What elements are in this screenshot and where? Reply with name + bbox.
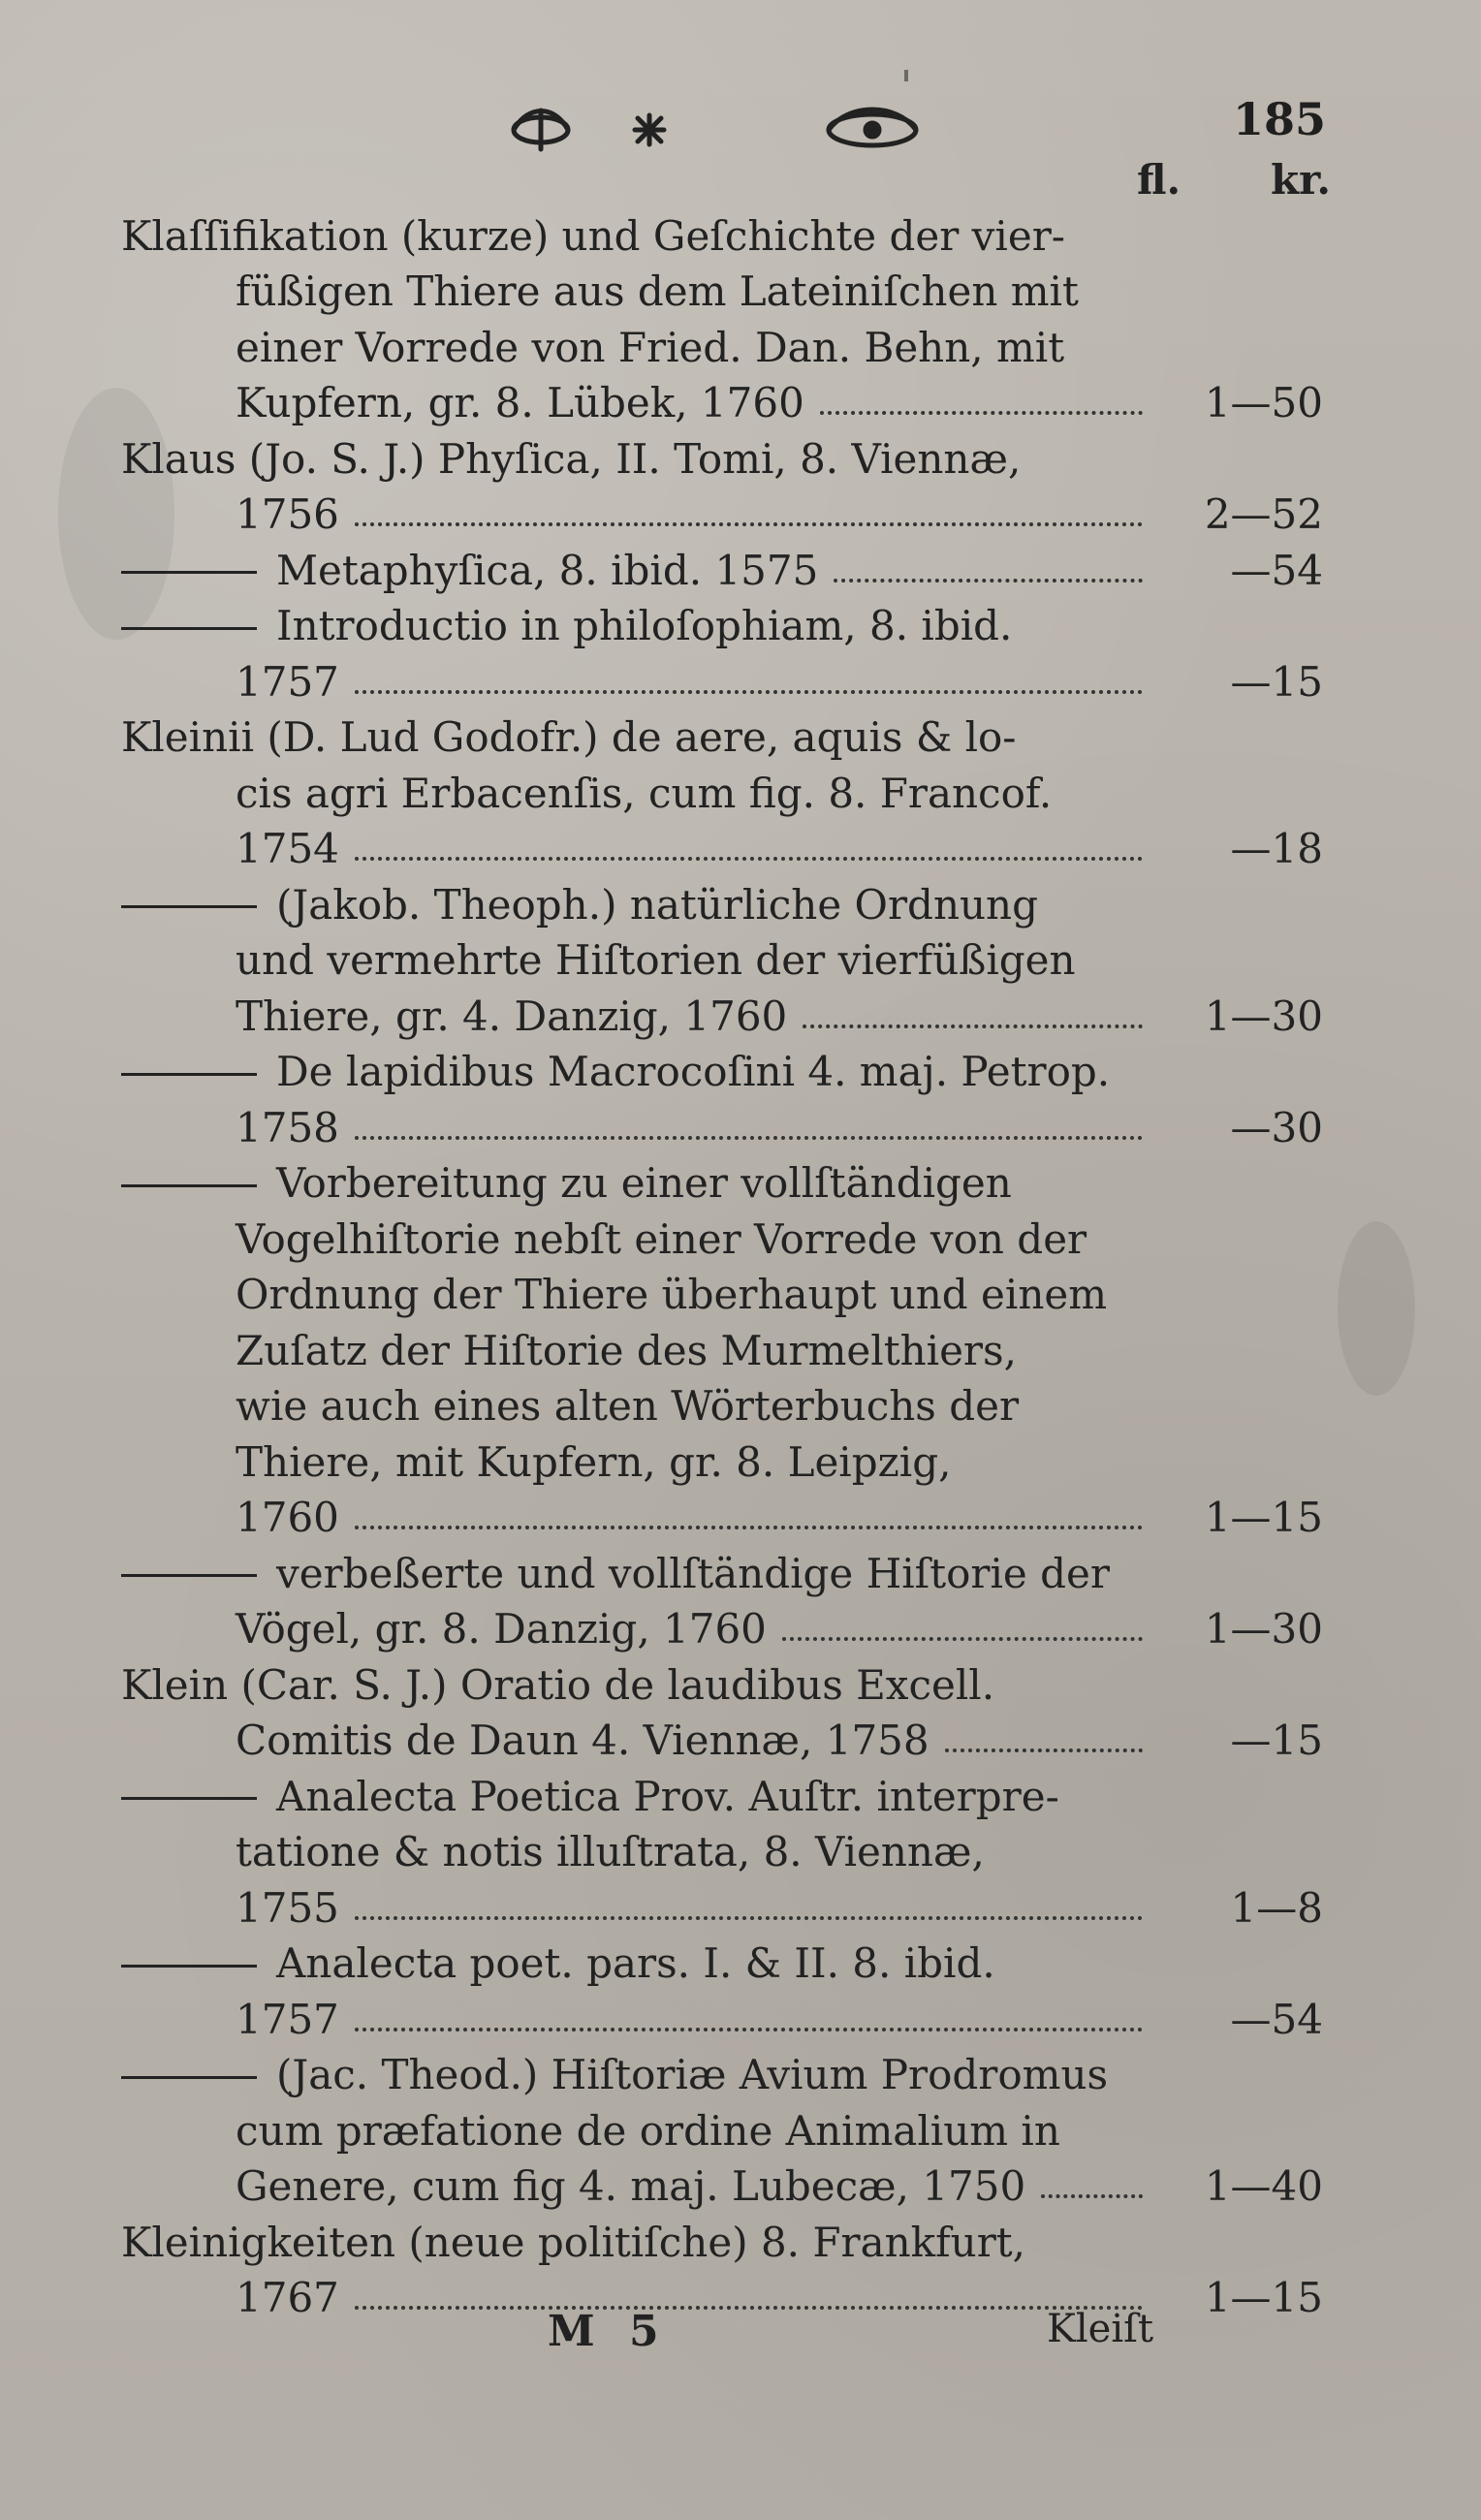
catalog-text: cis agri Erbacenſis, cum fig. 8. Francof. xyxy=(236,769,1053,817)
catalog-line xyxy=(121,877,1323,933)
catalog-text: Zuſatz der Hiſtorie des Murmelthiers, xyxy=(236,1326,1017,1374)
catalog-line xyxy=(121,2103,1323,2159)
catalog-text: Kleinii (D. Lud Godofr.) de aere, aquis & lo- xyxy=(121,713,1017,762)
catalog-text: 1755 xyxy=(236,1883,339,1932)
catalog-line xyxy=(121,1212,1323,1268)
catalog-text: Vogelhiſtorie nebſt einer Vorrede von der xyxy=(236,1214,1087,1263)
catalog-line xyxy=(121,710,1323,767)
catalog-line xyxy=(121,1769,1323,1825)
catalog-line xyxy=(121,2048,1323,2104)
price: —54 xyxy=(1230,1995,1323,2043)
catalog-line xyxy=(121,1491,1323,1547)
leader-dots xyxy=(355,2028,1143,2032)
price: 2—52 xyxy=(1204,490,1323,539)
price: —18 xyxy=(1230,825,1323,873)
catalog-line xyxy=(121,1156,1323,1213)
price: 1—15 xyxy=(1204,2274,1323,2322)
catalog-line xyxy=(121,1323,1323,1379)
leader-dots xyxy=(355,690,1143,694)
catalog-text: Klein (Car. S. J.) Oratio de laudibus Excell. xyxy=(121,1660,995,1709)
ditto-dash xyxy=(121,1965,257,1968)
price: —54 xyxy=(1230,546,1323,594)
price: 1—30 xyxy=(1204,1605,1323,1654)
leader-dots xyxy=(1041,2194,1143,2198)
catalog-content xyxy=(121,208,1323,2326)
price: —15 xyxy=(1230,657,1323,706)
leader-dots xyxy=(834,579,1143,583)
catalog-text: tatione & notis illuſtrata, 8. Viennæ, xyxy=(236,1828,985,1876)
catalog-text: Analecta Poetica Prov. Auſtr. interpre- xyxy=(276,1772,1059,1820)
price: 1—30 xyxy=(1204,992,1323,1040)
price: —30 xyxy=(1230,1103,1323,1151)
catalog-text: Thiere, gr. 4. Danzig, 1760 xyxy=(236,992,788,1040)
catalog-line xyxy=(121,654,1323,710)
catalog-line xyxy=(121,1546,1323,1602)
catalog-text: Introductio in philoſophiam, 8. ibid. xyxy=(276,602,1013,650)
catalog-line xyxy=(121,1268,1323,1324)
catalog-line xyxy=(121,1045,1323,1101)
price: 1—8 xyxy=(1230,1883,1323,1932)
catalog-line xyxy=(121,2159,1323,2216)
leader-dots xyxy=(355,522,1143,526)
leader-dots xyxy=(355,1526,1143,1529)
catalog-text: De lapidibus Macrocoſini 4. maj. Petrop. xyxy=(276,1048,1111,1096)
price: 1—50 xyxy=(1204,379,1323,427)
catalog-line xyxy=(121,766,1323,822)
catalog-line xyxy=(121,1825,1323,1881)
catalog-line xyxy=(121,1937,1323,1993)
catalog-line xyxy=(121,376,1323,432)
catalog-text: Vorbereitung zu einer vollſtändigen xyxy=(276,1159,1012,1208)
ditto-dash xyxy=(121,1797,257,1800)
price: 1—40 xyxy=(1204,2162,1323,2211)
catalog-text: füßigen Thiere aus dem Lateiniſchen mit xyxy=(236,268,1079,316)
ditto-dash xyxy=(121,571,257,574)
catalog-text: Ordnung der Thiere überhaupt und einem xyxy=(236,1271,1108,1319)
catalog-line xyxy=(121,488,1323,544)
top-ink-mark xyxy=(904,70,908,81)
catalog-line xyxy=(121,265,1323,321)
catalog-text: Metaphyſica, 8. ibid. 1575 xyxy=(276,546,819,594)
catchword: Kleiſt xyxy=(1047,2307,1154,2351)
catalog-text: wie auch eines alten Wörterbuchs der xyxy=(236,1382,1020,1431)
catalog-line xyxy=(121,1100,1323,1156)
catalog-text: Analecta poet. pars. I. & II. 8. ibid. xyxy=(276,1939,995,1988)
catalog-line xyxy=(121,989,1323,1045)
page-number: 185 xyxy=(1232,93,1326,145)
catalog-text: Genere, cum fig 4. maj. Lubecæ, 1750 xyxy=(236,2162,1026,2211)
leader-dots xyxy=(355,1916,1143,1920)
catalog-line xyxy=(121,320,1323,376)
catalog-text: 1757 xyxy=(236,1995,339,2043)
ditto-dash xyxy=(121,1073,257,1076)
catalog-text: Comitis de Daun 4. Viennæ, 1758 xyxy=(236,1717,930,1765)
leader-dots xyxy=(782,1637,1143,1641)
signature-mark: M 5 xyxy=(548,2307,669,2356)
catalog-line xyxy=(121,1992,1323,2048)
catalog-line xyxy=(121,431,1323,488)
catalog-text: Vögel, gr. 8. Danzig, 1760 xyxy=(236,1605,767,1654)
catalog-text: einer Vorrede von Fried. Dan. Behn, mit xyxy=(236,323,1065,371)
catalog-line xyxy=(121,933,1323,990)
catalog-line xyxy=(121,599,1323,655)
leader-dots xyxy=(355,2306,1143,2310)
catalog-text: 1754 xyxy=(236,825,339,873)
leader-dots xyxy=(945,1748,1143,1752)
catalog-text: Kleinigkeiten (neue politiſche) 8. Frankfurt, xyxy=(121,2218,1026,2266)
catalog-text: Thiere, mit Kupfern, gr. 8. Leipzig, xyxy=(236,1437,952,1486)
catalog-text: (Jakob. Theoph.) natürliche Ordnung xyxy=(276,880,1038,929)
catalog-line xyxy=(121,543,1323,599)
catalog-line xyxy=(121,1379,1323,1435)
catalog-line xyxy=(121,1714,1323,1770)
catalog-line xyxy=(121,2215,1323,2271)
catalog-text: verbeßerte und vollſtändige Hiſtorie der xyxy=(276,1549,1110,1597)
catalog-line xyxy=(121,1434,1323,1491)
ditto-dash xyxy=(121,1574,257,1577)
currency-right: kr. xyxy=(1271,156,1331,204)
catalog-text: 1758 xyxy=(236,1103,339,1151)
catalog-text: 1767 xyxy=(236,2274,339,2322)
leader-dots xyxy=(355,1136,1143,1140)
catalog-text: (Jac. Theod.) Hiſtoriæ Avium Prodromus xyxy=(276,2051,1109,2099)
ditto-dash xyxy=(121,2076,257,2079)
ditto-dash xyxy=(121,905,257,908)
ditto-dash xyxy=(121,627,257,630)
currency-header xyxy=(1137,156,1331,204)
catalog-text: Klaſſifikation (kurze) und Geſchichte der vier- xyxy=(121,211,1065,260)
catalog-line xyxy=(121,1602,1323,1658)
catalog-text: 1760 xyxy=(236,1494,339,1542)
catalog-text: 1756 xyxy=(236,490,339,539)
catalog-line xyxy=(121,1657,1323,1714)
currency-left: fl. xyxy=(1137,156,1182,204)
ditto-dash xyxy=(121,1184,257,1187)
header-ornament xyxy=(494,97,969,165)
catalog-line xyxy=(121,1880,1323,1937)
catalog-text: Klaus (Jo. S. J.) Phyſica, II. Tomi, 8. Viennæ, xyxy=(121,434,1022,483)
catalog-line xyxy=(121,822,1323,878)
catalog-line xyxy=(121,208,1323,265)
paper-stain xyxy=(1338,1221,1415,1396)
leader-dots xyxy=(820,411,1143,415)
leader-dots xyxy=(355,857,1143,861)
catalog-text: Kupfern, gr. 8. Lübek, 1760 xyxy=(236,379,804,427)
catalog-text: und vermehrte Hiſtorien der vierfüßigen xyxy=(236,936,1076,985)
price: —15 xyxy=(1230,1717,1323,1765)
price: 1—15 xyxy=(1204,1494,1323,1542)
catalog-text: cum præfatione de ordine Animalium in xyxy=(236,2106,1060,2155)
catalog-text: 1757 xyxy=(236,657,339,706)
leader-dots xyxy=(803,1024,1143,1028)
